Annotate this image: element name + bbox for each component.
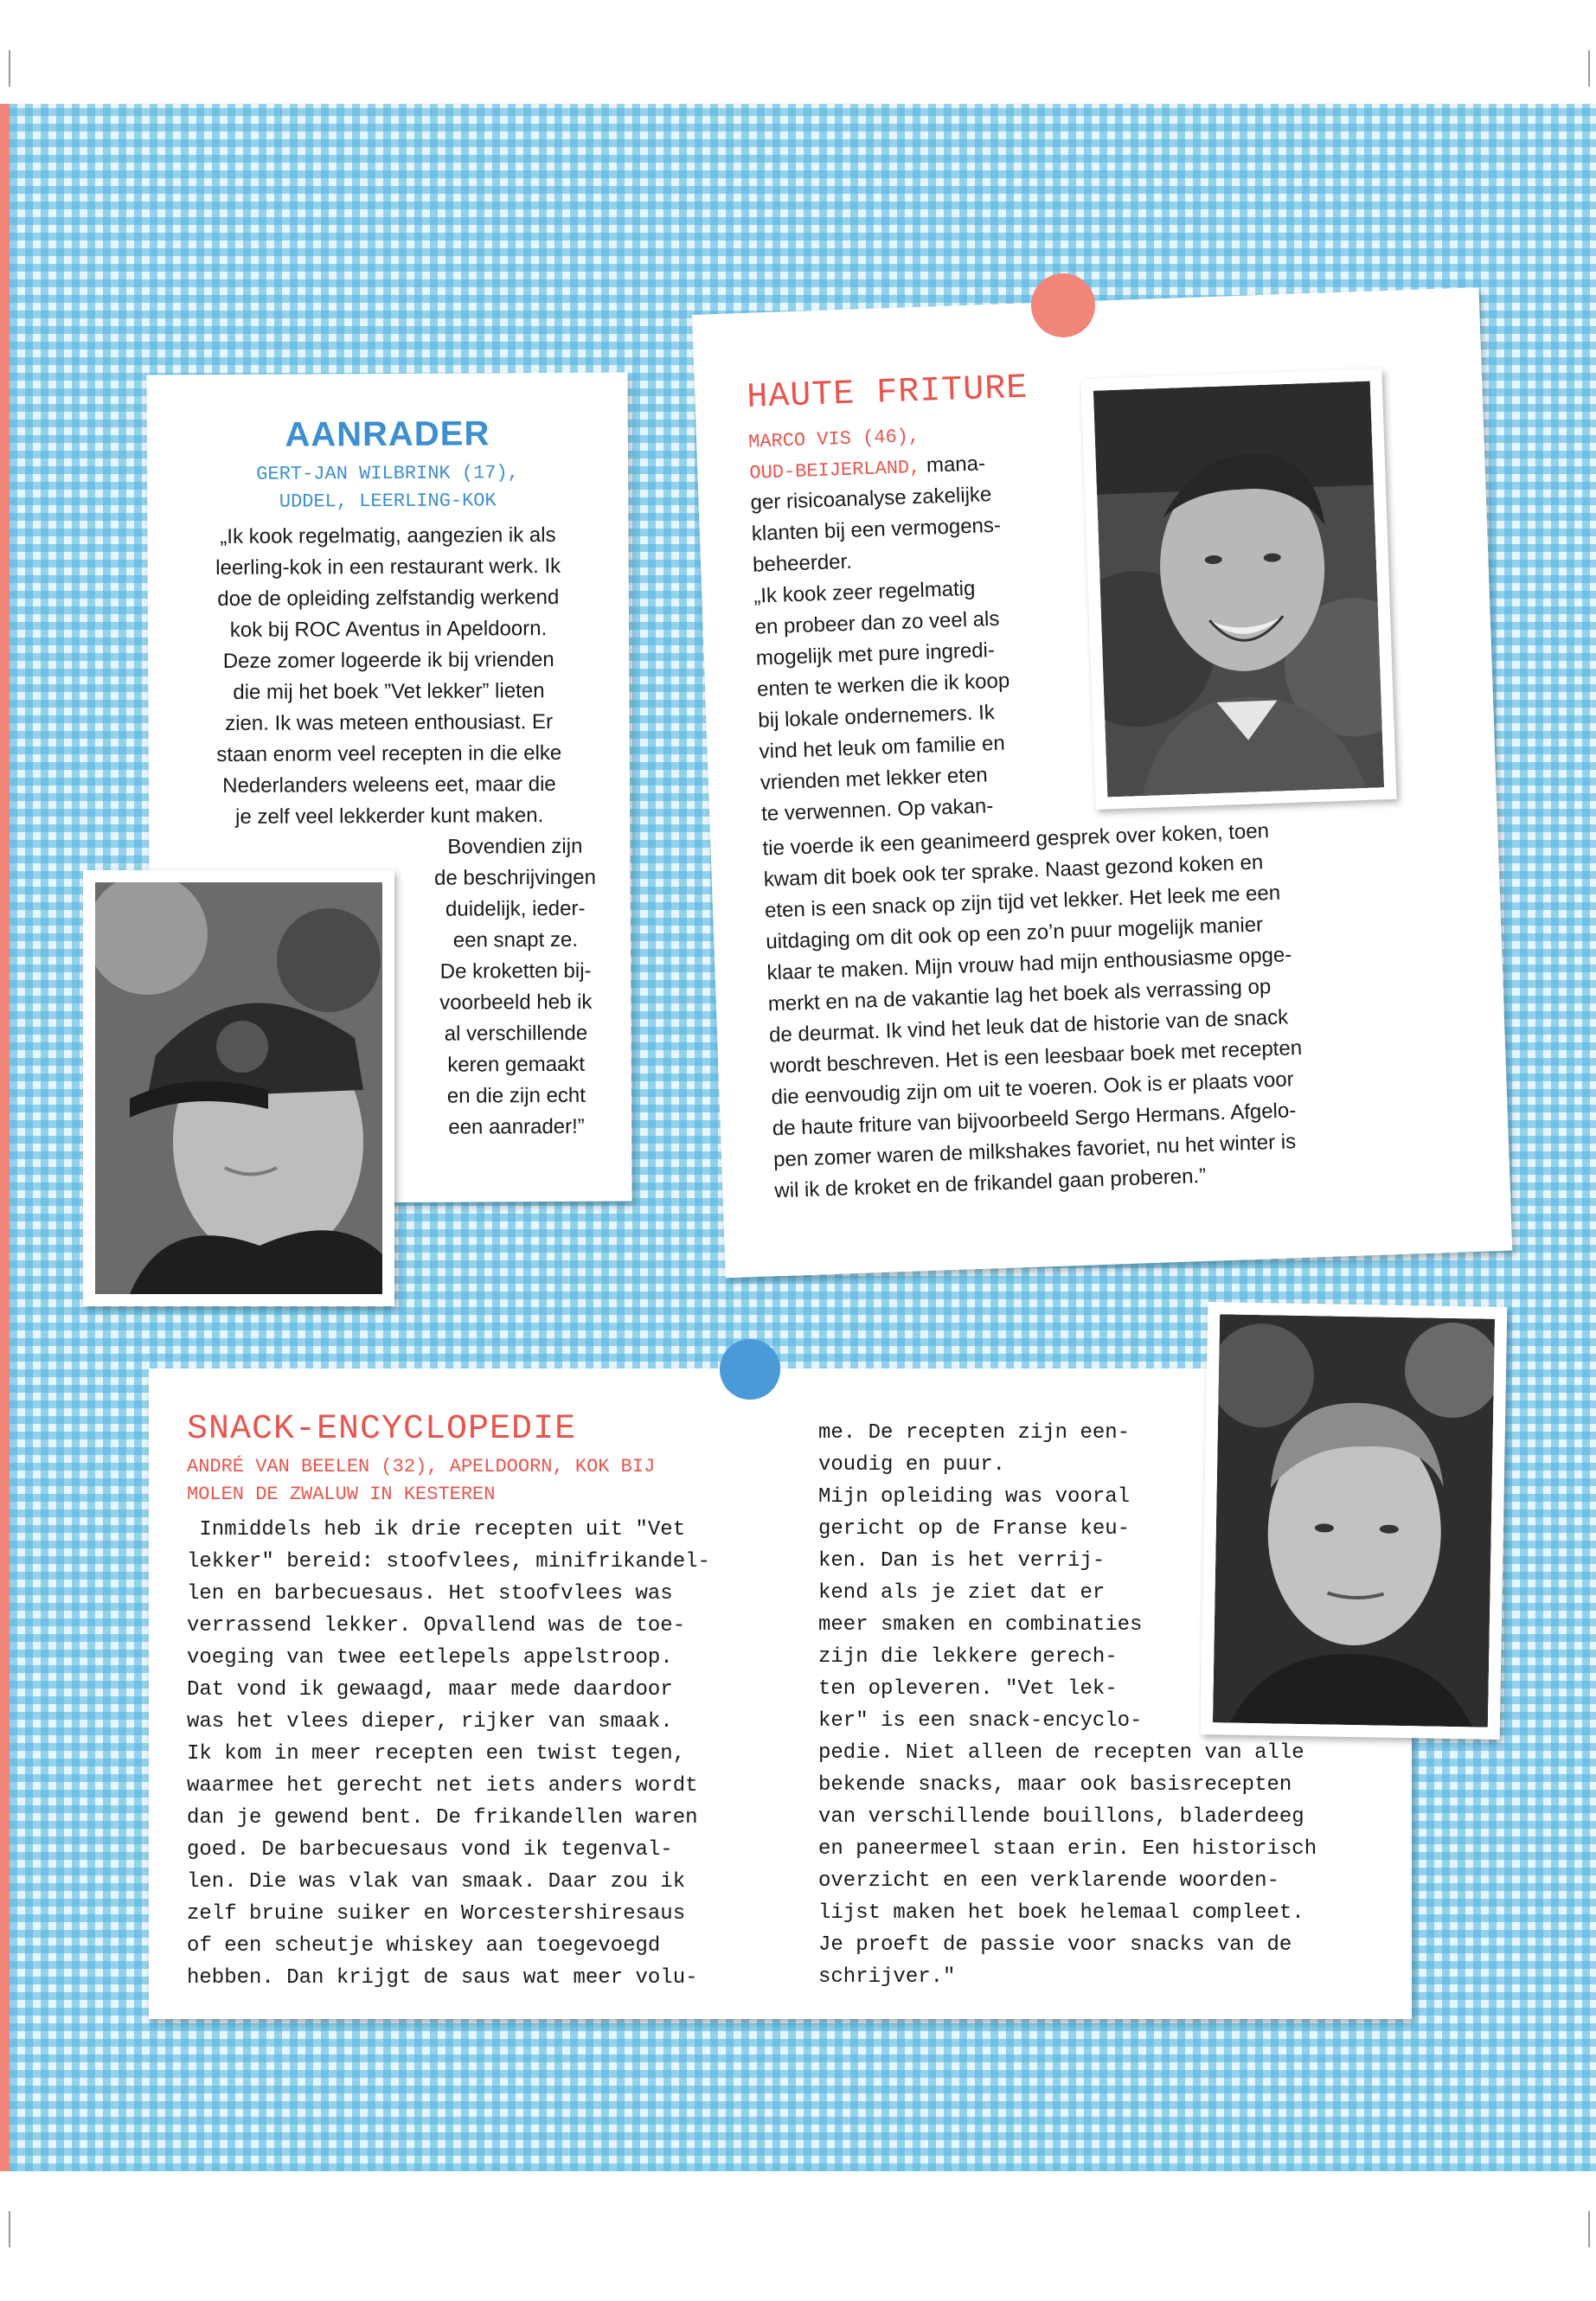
body-line: dan je gewend bent. De frikandellen waren	[187, 1806, 698, 1830]
byline-line: GERT-JAN WILBRINK (17),	[256, 462, 519, 485]
body-line: len. Die was vlak van smaak. Daar zou ik	[187, 1870, 686, 1894]
body-line: waarmee het gerecht net iets anders wordt	[187, 1774, 698, 1798]
haute-byline-block	[748, 418, 1091, 830]
body-line: de haute friture van bijvoorbeeld Sergo Hermans. Afgelo-	[772, 1099, 1297, 1141]
body-line: of een scheutje whiskey aan toegevoegd	[187, 1934, 661, 1958]
body-line: verrassend lekker. Opvallend was de toe-	[187, 1614, 686, 1638]
body-line: ger risicoanalyse zakelijke	[750, 483, 992, 515]
body-line: een snapt ze.	[452, 927, 579, 952]
body-line: van verschillende bouillons, bladerdeeg	[818, 1805, 1304, 1829]
body-line: De kroketten bij-	[439, 958, 592, 984]
body-line: en die zijn echt	[446, 1083, 586, 1108]
body-line: je zelf veel lekkerder kunt maken.	[235, 804, 544, 829]
body-line: „Ik kook regelmatig, aangezien ik als	[220, 522, 556, 549]
crop-mark	[9, 2211, 10, 2247]
body-line: Inmiddels heb ik drie recepten uit "Vet	[187, 1518, 686, 1541]
body-line: en paneermeel staan erin. Een historisch	[818, 1837, 1317, 1861]
body-line: pen zomer waren de milkshakes favoriet, nu het winter is	[772, 1130, 1297, 1172]
body-line: die eenvoudig zijn om uit te voeren. Ook is er plaats voor	[771, 1067, 1295, 1110]
haute-body-wide	[762, 809, 1484, 1207]
body-line: kend als je ziet dat er	[818, 1581, 1106, 1605]
aanrader-side-text	[408, 831, 623, 1144]
body-line: zijn die lekkere gerech-	[818, 1645, 1118, 1669]
crop-mark	[9, 50, 10, 87]
crop-mark	[1588, 50, 1590, 87]
body-line: pedie. Niet alleen de recepten van alle	[818, 1741, 1304, 1765]
body-line: keren gemaakt	[447, 1052, 586, 1077]
body-line: vind het leuk om familie en	[759, 731, 1006, 764]
body-line: te verwennen. Op vakan-	[760, 794, 994, 826]
body-line: Nederlanders weleens eet, maar die	[222, 772, 556, 798]
photo-marco-vis	[1080, 369, 1396, 810]
body-line: klaar te maken. Mijn vrouw had mijn enthousiasme opge-	[766, 943, 1292, 985]
body-line: wordt beschreven. Het is een leesbaar boek met recepten	[769, 1035, 1303, 1079]
man-portrait-icon	[1213, 1314, 1495, 1727]
body-line: gericht op de Franse keu-	[818, 1517, 1131, 1541]
body-line: ken. Dan is het verrij-	[818, 1549, 1106, 1573]
body-line: wil ik de kroket en de frikandel gaan proberen.”	[773, 1163, 1207, 1203]
body-line: Deze zomer logeerde ik bij vrienden	[222, 647, 554, 674]
man-smiling-portrait-icon	[1093, 381, 1384, 798]
body-line: goed. De barbecuesaus vond ik tegenval-	[187, 1838, 673, 1862]
body-line: me. De recepten zijn een-	[818, 1421, 1131, 1445]
snack-encyclopedie-title: SNACK-ENCYCLOPEDIE	[187, 1410, 577, 1449]
body-line: vrienden met lekker eten	[760, 763, 989, 795]
body-line: zelf bruine suiker en Worcestershiresaus	[187, 1902, 686, 1926]
body-line: Dat vond ik gewaagd, maar mede daardoor	[187, 1678, 673, 1702]
body-line: schrijver."	[818, 1965, 956, 1989]
byline-line: ANDRÉ VAN BEELEN (32), APELDOORN, KOK BIJ	[187, 1456, 656, 1477]
body-line: Je proeft de passie voor snacks van de	[818, 1933, 1292, 1957]
body-line: kok bij ROC Aventus in Apeldoorn.	[229, 617, 548, 642]
body-line: een aanrader!”	[448, 1114, 585, 1139]
red-pin-dot	[1031, 273, 1095, 337]
body-line: bij lokale ondernemers. Ik	[757, 701, 996, 733]
body-line: voorbeeld heb ik	[439, 990, 593, 1015]
body-line: en probeer dan zo veel als	[754, 606, 1000, 639]
photo-gert-jan	[83, 870, 394, 1306]
body-line: overzicht en een verklarende woorden-	[818, 1869, 1279, 1893]
left-color-bar	[0, 104, 10, 2171]
body-line: beheerder.	[752, 549, 853, 577]
snack-byline	[187, 1453, 655, 1509]
body-line: de deurmat. Ik vind het leuk dat de historie van de snack	[768, 1005, 1289, 1048]
aanrader-title: AANRADER	[285, 414, 490, 454]
body-line: Ik kom in meer recepten een twist tegen,	[187, 1742, 686, 1766]
byline-line: UDDEL, LEERLING-KOK	[279, 490, 497, 513]
body-line: bekende snacks, maar ook basisrecepten	[818, 1773, 1292, 1797]
body-line: uitdaging om dit ook op een zo’n puur mogelijk manier	[765, 913, 1264, 954]
body-line: „Ik kook zeer regelmatig	[753, 576, 976, 608]
body-line: lekker" bereid: stoofvlees, minifrikandel-	[187, 1550, 710, 1574]
body-line: mogelijk met pure ingredi-	[755, 638, 996, 670]
byline-line: MARCO VIS (46),	[747, 425, 920, 453]
body-line: meer smaken en combinaties	[818, 1613, 1143, 1637]
byline-line: MOLEN DE ZWALUW IN KESTEREN	[187, 1484, 496, 1505]
body-line: Mijn opleiding was vooral	[818, 1485, 1131, 1509]
aanrader-body	[147, 520, 630, 834]
body-line: Bovendien zijn	[447, 834, 583, 859]
body-line: len en barbecuesaus. Het stoofvlees was	[187, 1582, 673, 1606]
body-line: merkt en na de vakantie lag het boek als verrassing op	[767, 975, 1272, 1016]
snack-column-1	[187, 1514, 710, 1994]
body-line: doe de opleiding zelfstandig werkend	[217, 585, 560, 612]
body-line: ten opleveren. "Vet lek-	[818, 1677, 1118, 1701]
aanrader-byline	[147, 459, 628, 517]
body-line: al verschillende	[444, 1021, 588, 1046]
photo-andre-van-beelen	[1201, 1302, 1508, 1740]
boy-portrait-icon	[95, 882, 382, 1294]
byline-line: OUD-BEIJERLAND,	[749, 456, 921, 484]
body-line: tie voerde ik een geanimeerd gesprek over koken, toen	[762, 819, 1270, 861]
body-line: zien. Ik was meteen enthousiast. Er	[225, 710, 554, 735]
haute-friture-title: HAUTE FRITURE	[746, 369, 1029, 418]
body-line: enten te werken die ik koop	[756, 669, 1010, 702]
blue-pin-dot	[720, 1339, 780, 1400]
body-line: eten is een snack op zijn tijd vet lekker. Het leek me een	[764, 881, 1281, 923]
body-line: kwam dit boek ook ter sprake. Naast gezond koken en	[763, 850, 1264, 892]
crop-mark	[1588, 2211, 1590, 2247]
body-line: voudig en puur.	[818, 1453, 1006, 1477]
body-line: hebben. Dan krijgt de saus wat meer volu-	[187, 1966, 698, 1990]
body-line: duidelijk, ieder-	[445, 896, 586, 921]
body-line: klanten bij een vermogens-	[751, 513, 1002, 546]
body-line: lijst maken het boek helemaal compleet.	[818, 1901, 1304, 1925]
body-line: mana-	[920, 452, 986, 478]
body-line: ker" is een snack-encyclo-	[818, 1709, 1143, 1733]
body-line: die mij het boek ”Vet lekker” lieten	[233, 679, 545, 704]
body-line: was het vlees dieper, rijker van smaak.	[187, 1710, 673, 1734]
body-line: voeging van twee eetlepels appelstroop.	[187, 1646, 673, 1670]
body-line: staan enorm veel recepten in die elke	[216, 740, 562, 767]
body-line: leerling-kok in een restaurant werk. Ik	[215, 554, 561, 580]
body-line: de beschrijvingen	[434, 865, 597, 890]
